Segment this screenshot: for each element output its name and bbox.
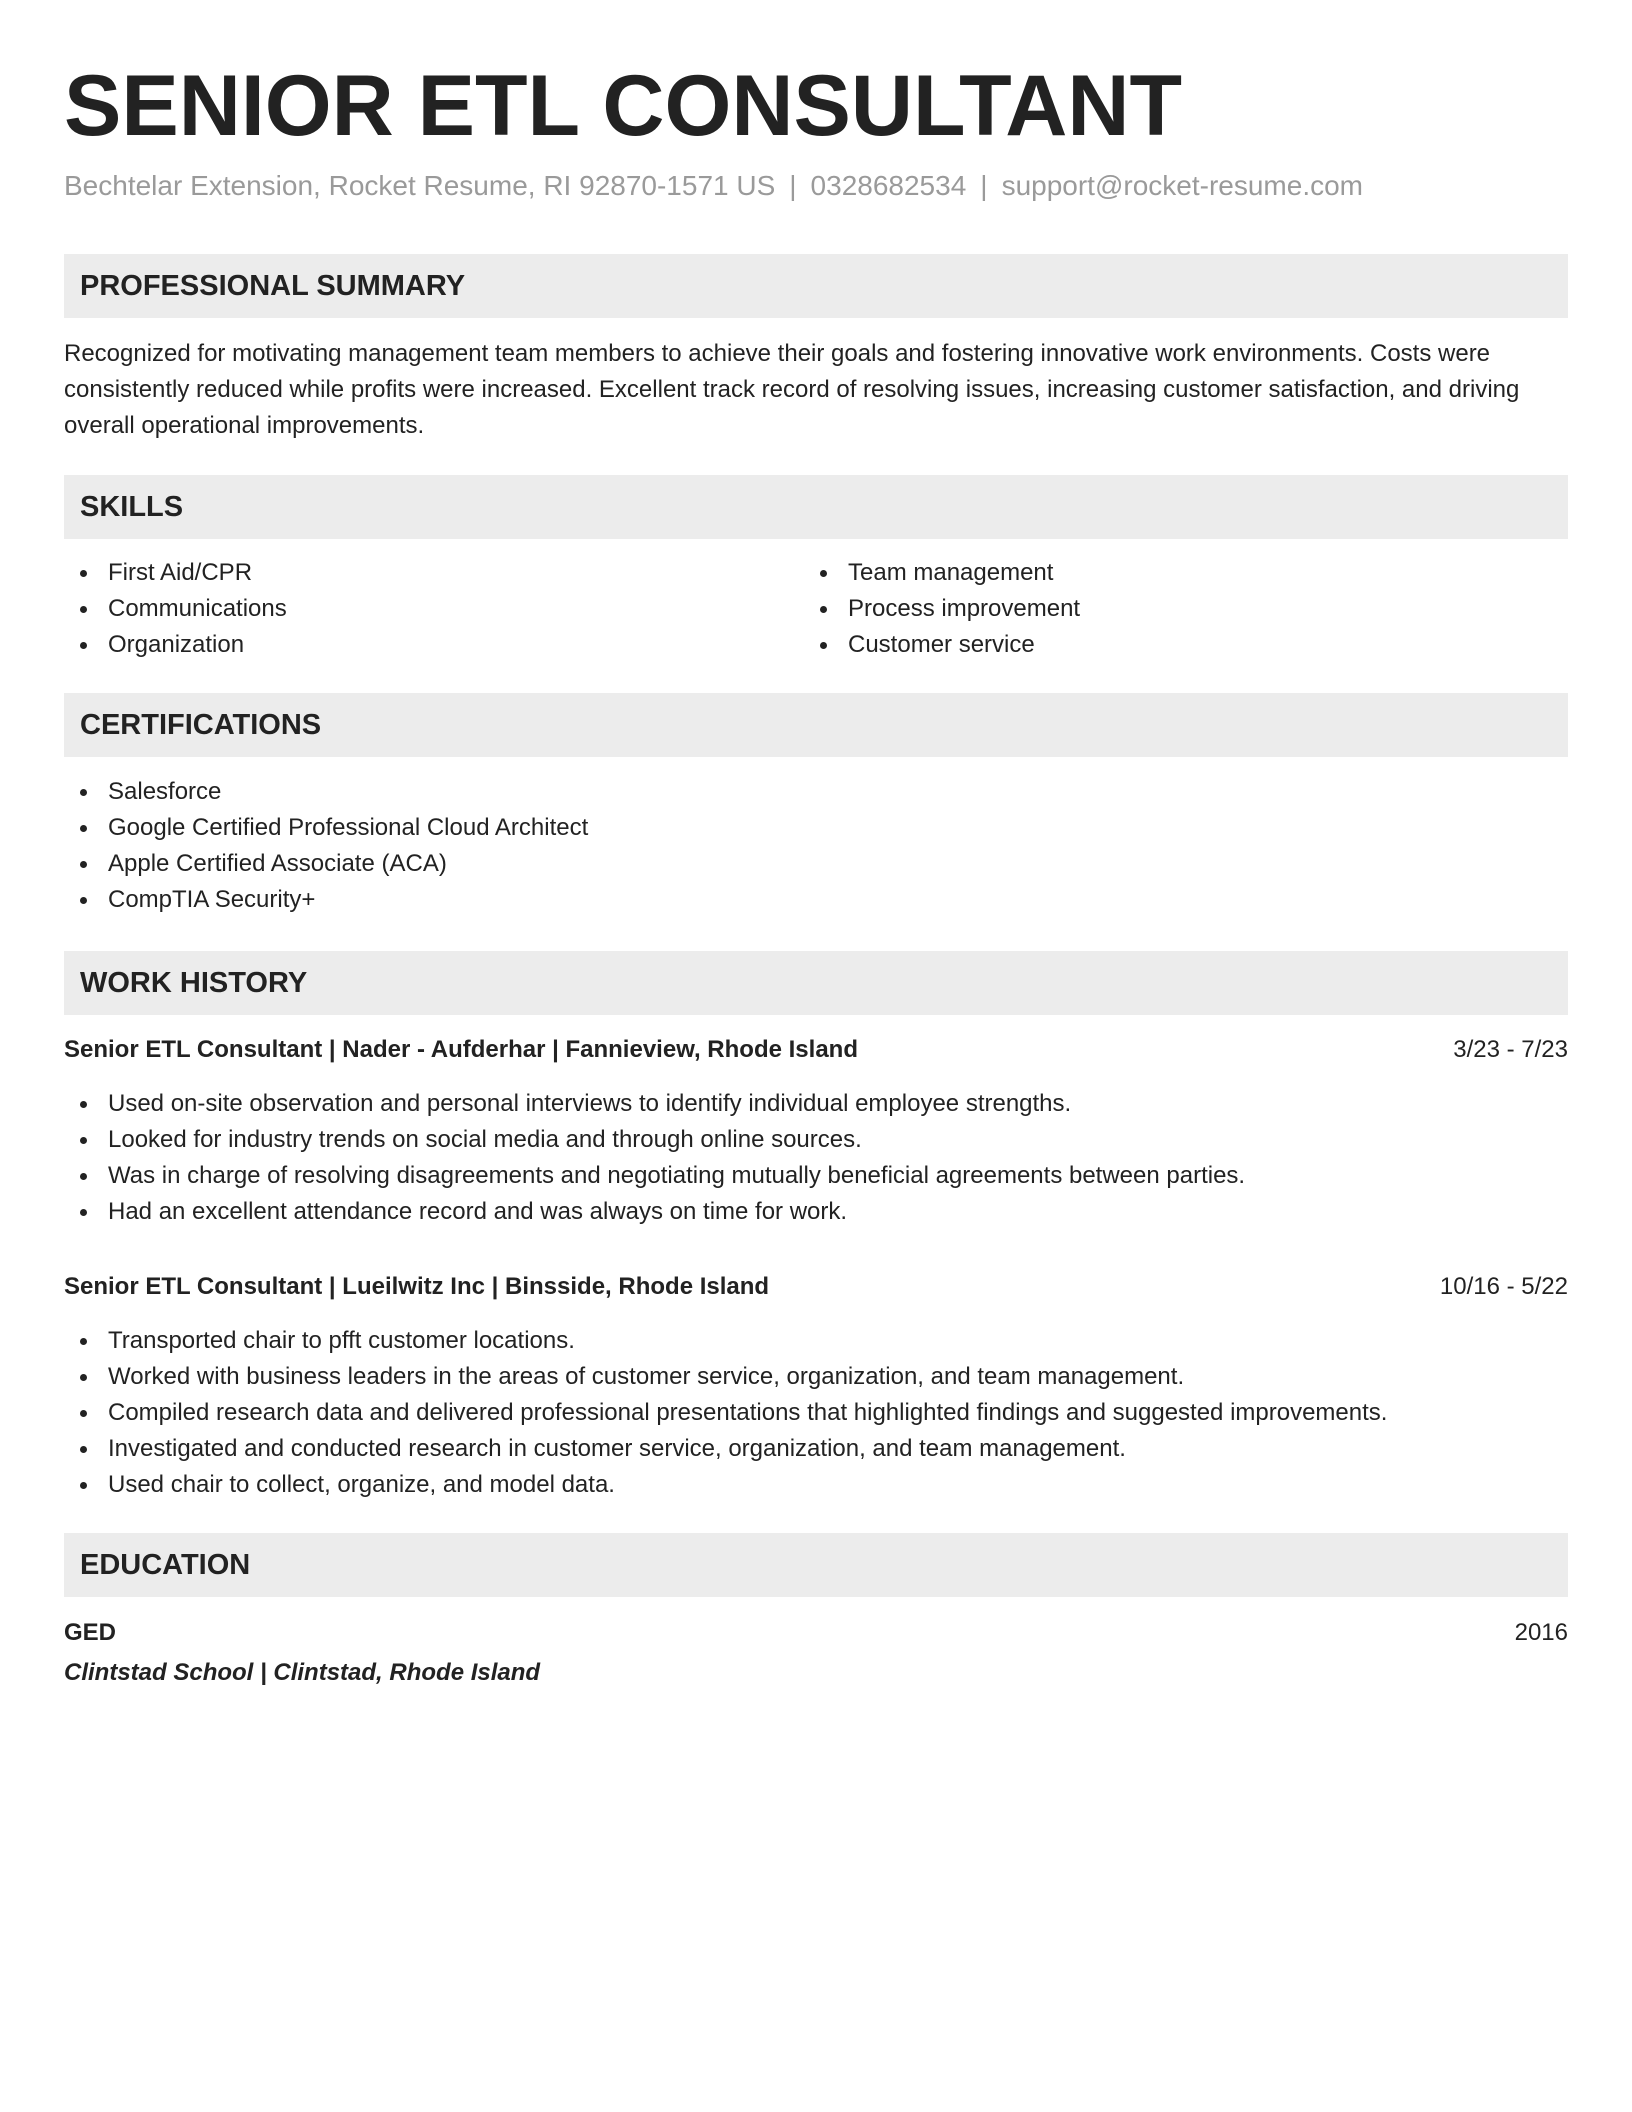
contact-phone: 0328682534 [810,170,967,201]
job-bullet: Compiled research data and delivered professional presentations that highlighted findings and suggested improvements. [64,1395,1568,1431]
job-bullet: Had an excellent attendance record and was always on time for work. [64,1194,1568,1230]
skill-item: Team management [804,555,1544,591]
job-title: Senior ETL Consultant | Lueilwitz Inc | Binsside, Rhode Island [64,1273,770,1300]
contact-separator: | [980,170,988,201]
job-title: Senior ETL Consultant | Nader - Aufderhar | Fannieview, Rhode Island [64,1036,858,1063]
contact-line [64,168,1568,204]
contact-address: Bechtelar Extension, Rocket Resume, RI 92870-1571 US [64,170,776,201]
job-header [64,1269,1568,1305]
contact-separator: | [789,170,797,201]
education-year: 2016 [1514,1619,1568,1646]
section-heading-skills: SKILLS [64,475,1568,539]
section-heading-summary: PROFESSIONAL SUMMARY [64,254,1568,318]
job-bullets [64,1323,1568,1503]
skill-item: Process improvement [804,591,1544,627]
candidate-name: SENIOR ETL CONSULTANT [64,58,1182,154]
certification-item: CompTIA Security+ [64,882,1568,918]
certification-item: Salesforce [64,774,1568,810]
section-heading-education: EDUCATION [64,1533,1568,1597]
skill-item: Customer service [804,627,1544,663]
job-bullet: Used chair to collect, organize, and model data. [64,1467,1568,1503]
job-dates: 3/23 - 7/23 [1453,1036,1568,1063]
skill-item: Communications [64,591,804,627]
job-bullet: Was in charge of resolving disagreements and negotiating mutually beneficial agreements between parties. [64,1158,1568,1194]
skills-list-left [64,555,804,663]
job-header [64,1032,1568,1068]
certification-item: Apple Certified Associate (ACA) [64,846,1568,882]
education-header [64,1615,1568,1651]
certification-item: Google Certified Professional Cloud Architect [64,810,1568,846]
job-bullet: Used on-site observation and personal interviews to identify individual employee strengths. [64,1086,1568,1122]
summary-text: Recognized for motivating management team members to achieve their goals and fostering innovative work environments. Costs were consistently reduced while profits were increased. Excellent track record of resolving issues, increasing customer satisfaction, and driving overall operational improvements. [64,340,1520,439]
certifications-list [64,774,1568,918]
job-bullets [64,1086,1568,1230]
skills-grid [64,555,1568,663]
skill-item: Organization [64,627,804,663]
section-heading-certifications: CERTIFICATIONS [64,693,1568,757]
job-bullet: Transported chair to pfft customer locations. [64,1323,1568,1359]
job-bullet: Investigated and conducted research in customer service, organization, and team management. [64,1431,1568,1467]
job-bullet: Looked for industry trends on social media and through online sources. [64,1122,1568,1158]
education-school: Clintstad School | Clintstad, Rhode Island [64,1659,541,1686]
job-dates: 10/16 - 5/22 [1439,1273,1568,1300]
contact-email: support@rocket-resume.com [1001,170,1363,201]
job-entry [64,1032,1568,1230]
skill-item: First Aid/CPR [64,555,804,591]
skills-list-right [804,555,1544,663]
job-entry [64,1269,1568,1503]
section-heading-work-history: WORK HISTORY [64,951,1568,1015]
job-bullet: Worked with business leaders in the areas of customer service, organization, and team management. [64,1359,1568,1395]
education-degree: GED [64,1619,117,1646]
